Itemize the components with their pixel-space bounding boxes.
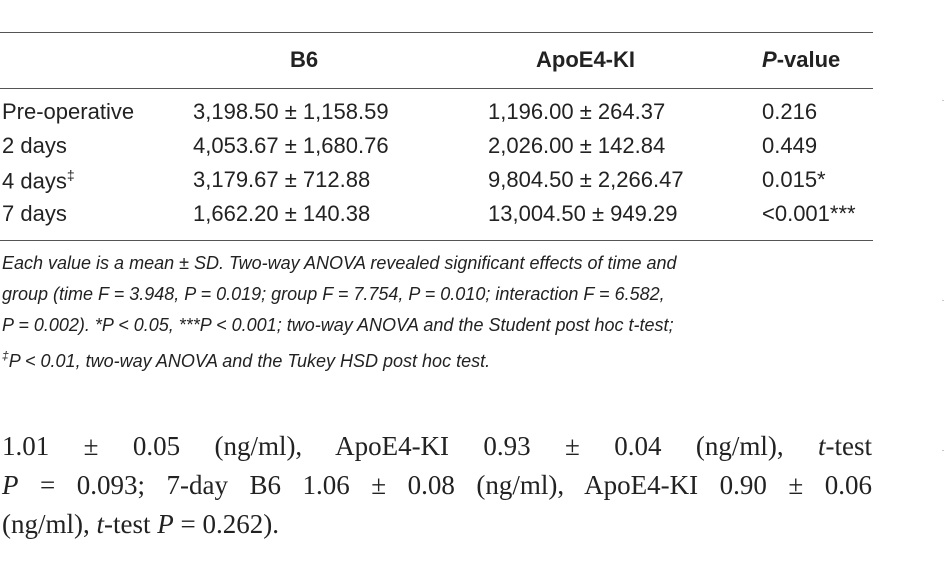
cell-apoe4-ki: 9,804.50 ± 2,266.47 bbox=[488, 167, 684, 192]
cell-apoe4-ki: 1,196.00 ± 264.37 bbox=[488, 99, 666, 124]
cell-apoe4-ki: 2,026.00 ± 142.84 bbox=[488, 133, 666, 158]
row-label-text: 4 days bbox=[2, 168, 67, 194]
footnote-line: group (time F = 3.948, P = 0.019; group F = 7.754, P = 0.010; interaction F = 6.582, bbox=[2, 284, 665, 304]
footnote-line-text: P < 0.01, two-way ANOVA and the Tukey HSD post hoc test. bbox=[8, 351, 491, 371]
table-row bbox=[0, 130, 873, 164]
cell-p-value: 0.449 bbox=[762, 133, 818, 158]
table-footnote bbox=[0, 241, 873, 377]
row-label: Pre-operative bbox=[2, 99, 135, 124]
cell-b6: 4,053.67 ± 1,680.76 bbox=[193, 133, 389, 158]
paragraph-line bbox=[2, 427, 872, 466]
text-run: -test bbox=[825, 431, 872, 461]
header-p-rest: -value bbox=[776, 47, 841, 72]
table-row bbox=[0, 96, 873, 130]
table-row bbox=[0, 198, 873, 232]
edge-mark bbox=[942, 100, 944, 101]
header-apoe4-ki: ApoE4-KI bbox=[536, 47, 635, 72]
cell-b6: 3,179.67 ± 712.88 bbox=[193, 167, 371, 192]
edge-mark bbox=[942, 300, 944, 301]
header-b6: B6 bbox=[290, 47, 319, 72]
footnote-line bbox=[2, 341, 869, 377]
text-run: = 0.262). bbox=[173, 509, 279, 539]
cell-apoe4-ki: 13,004.50 ± 949.29 bbox=[488, 201, 678, 226]
footnote-double-dagger: ‡ bbox=[2, 349, 9, 363]
cell-p-value: 0.015* bbox=[762, 167, 826, 192]
cell-b6: 1,662.20 ± 140.38 bbox=[193, 201, 371, 226]
row-label: 7 days bbox=[2, 201, 67, 226]
paragraph-line bbox=[2, 505, 872, 544]
text-run: -test bbox=[104, 509, 158, 539]
body-paragraph bbox=[2, 427, 872, 544]
text-run: (ng/ml), bbox=[2, 509, 97, 539]
footnote-line: P = 0.002). *P < 0.05, ***P < 0.001; two-way ANOVA and the Student post hoc t-test; bbox=[2, 315, 674, 335]
header-p-value bbox=[762, 47, 840, 73]
italic-t: t bbox=[817, 431, 826, 461]
cell-b6: 3,198.50 ± 1,158.59 bbox=[193, 99, 389, 124]
header-p-italic: P bbox=[762, 47, 777, 72]
table-header-row bbox=[0, 33, 873, 88]
row-label bbox=[2, 167, 75, 194]
page-edge-marks bbox=[936, 70, 944, 530]
double-dagger-mark: ‡ bbox=[66, 167, 75, 183]
italic-p: P bbox=[2, 470, 19, 500]
data-table bbox=[0, 32, 873, 377]
text-run: = 0.093; 7-day B6 1.06 ± 0.08 (ng/ml), ApoE4-KI 0.90 ± 0.06 bbox=[18, 470, 872, 500]
italic-t: t bbox=[96, 509, 105, 539]
footnote-line: Each value is a mean ± SD. Two-way ANOVA revealed significant effects of time and bbox=[2, 253, 677, 273]
cell-p-value: <0.001*** bbox=[762, 201, 856, 226]
paragraph-line bbox=[2, 466, 872, 505]
italic-p: P bbox=[157, 509, 174, 539]
text-run: 1.01 ± 0.05 (ng/ml), ApoE4-KI 0.93 ± 0.04 (ng/ml), bbox=[2, 431, 818, 461]
table-body bbox=[0, 89, 873, 240]
edge-mark bbox=[942, 450, 944, 451]
table-row bbox=[0, 164, 873, 198]
cell-p-value: 0.216 bbox=[762, 99, 818, 124]
row-label: 2 days bbox=[2, 133, 67, 158]
